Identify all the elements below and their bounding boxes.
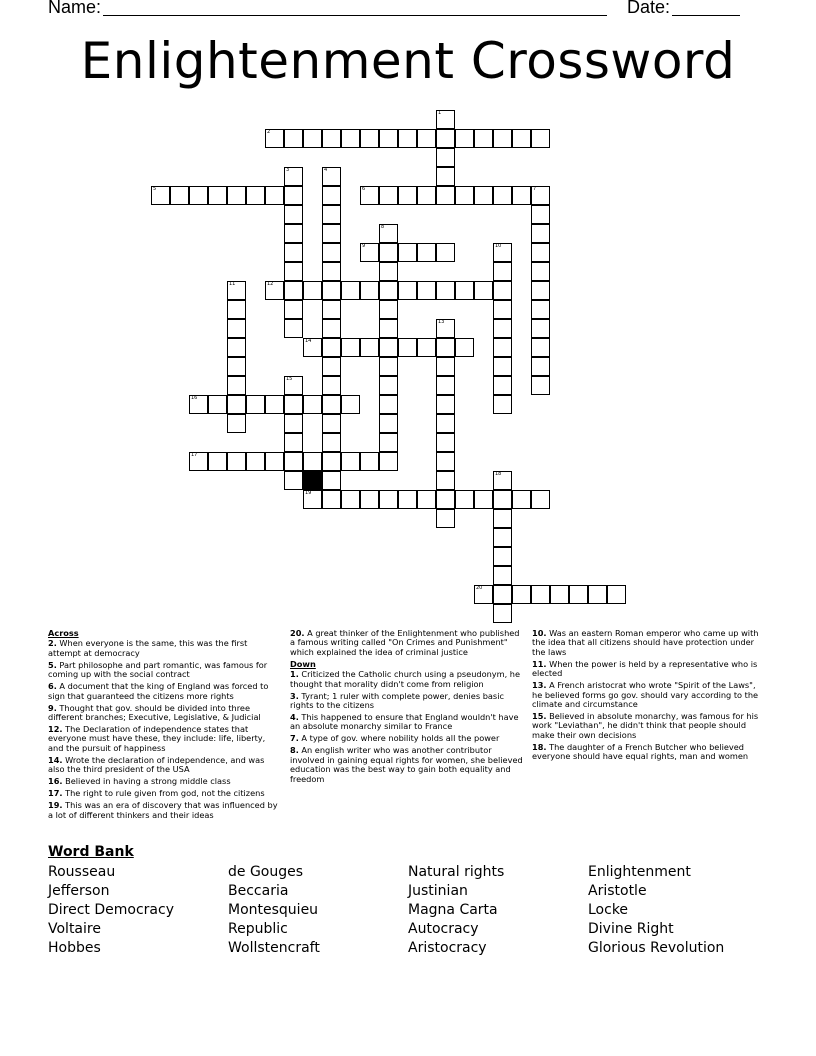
clue-text: An english writer who was another contributor involved in gaining equal rights for women, she believed education was the best way to gain both equality and freedom — [290, 745, 523, 784]
crossword-cell[interactable] — [493, 243, 512, 262]
clue-number: 1 — [438, 110, 442, 116]
crossword-cell[interactable] — [493, 395, 512, 414]
crossword-cell[interactable] — [455, 490, 474, 509]
crossword-cell[interactable] — [322, 452, 341, 471]
across-header: Across — [48, 628, 79, 638]
clue-text: When everyone is the same, this was the first attempt at democracy — [48, 638, 248, 658]
crossword-cell[interactable] — [284, 129, 303, 148]
crossword-cell[interactable] — [208, 452, 227, 471]
crossword-cell[interactable] — [227, 186, 246, 205]
crossword-cell[interactable] — [531, 300, 550, 319]
crossword-cell[interactable] — [322, 129, 341, 148]
crossword-cell[interactable] — [227, 300, 246, 319]
mixed-clues-column — [290, 629, 526, 787]
crossword-cell[interactable] — [436, 376, 455, 395]
clue-number: 16. — [48, 776, 63, 787]
page-title: Enlightenment Crossword — [80, 32, 736, 90]
crossword-cell[interactable] — [474, 129, 493, 148]
crossword-cell[interactable] — [322, 490, 341, 509]
crossword-cell[interactable] — [322, 205, 341, 224]
clue — [532, 743, 768, 762]
clue-text: Believed in absolute monarchy, was famous for his work "Leviathan", he didn't think that people should make their own decisions — [532, 711, 759, 740]
crossword-cell[interactable] — [189, 452, 208, 471]
crossword-cell[interactable] — [436, 357, 455, 376]
crossword-cell[interactable] — [531, 585, 550, 604]
clue — [290, 670, 526, 689]
crossword-cell[interactable] — [322, 319, 341, 338]
crossword-cell[interactable] — [436, 129, 455, 148]
clue-number: 3 — [286, 167, 290, 173]
crossword-cell[interactable] — [284, 395, 303, 414]
crossword-cell[interactable] — [227, 395, 246, 414]
crossword-cell[interactable] — [379, 338, 398, 357]
crossword-cell[interactable] — [493, 376, 512, 395]
crossword-cell[interactable] — [493, 604, 512, 623]
crossword-cell[interactable] — [265, 129, 284, 148]
crossword-cell[interactable] — [284, 300, 303, 319]
crossword-cell[interactable] — [284, 471, 303, 490]
clue-number: 1. — [290, 669, 299, 680]
crossword-cell[interactable] — [436, 243, 455, 262]
crossword-cell[interactable] — [398, 338, 417, 357]
word-bank-entry: Montesquieu — [228, 902, 319, 918]
word-bank-entry: Aristotle — [588, 883, 647, 899]
crossword-cell[interactable] — [398, 186, 417, 205]
crossword-cell[interactable] — [284, 205, 303, 224]
crossword-cell[interactable] — [493, 528, 512, 547]
down-header: Down — [290, 658, 316, 669]
crossword-cell[interactable] — [436, 167, 455, 186]
crossword-cell[interactable] — [531, 186, 550, 205]
clue-text: The right to rule given from god, not the citizens — [62, 788, 265, 799]
crossword-cell[interactable] — [474, 186, 493, 205]
clue-number: 10 — [495, 243, 502, 249]
crossword-cell[interactable] — [474, 585, 493, 604]
clue-text: This happened to ensure that England wouldn't have an absolute monarchy similar to France — [290, 712, 519, 732]
crossword-cell[interactable] — [208, 395, 227, 414]
crossword-cell[interactable] — [360, 129, 379, 148]
crossword-cell[interactable] — [588, 585, 607, 604]
crossword-cell[interactable] — [284, 281, 303, 300]
crossword-cell[interactable] — [379, 224, 398, 243]
crossword-cell[interactable] — [493, 509, 512, 528]
word-bank-column — [228, 863, 320, 958]
crossword-cell[interactable] — [322, 300, 341, 319]
crossword-cell[interactable] — [436, 509, 455, 528]
crossword-cell[interactable] — [436, 148, 455, 167]
clue — [48, 801, 278, 820]
crossword-cell[interactable] — [455, 281, 474, 300]
clue — [48, 725, 278, 753]
crossword-cell[interactable] — [455, 186, 474, 205]
clue — [532, 681, 768, 709]
crossword-cell[interactable] — [284, 243, 303, 262]
clue-number: 17. — [48, 788, 63, 799]
across-clues-column — [48, 629, 278, 823]
crossword-cell[interactable] — [417, 129, 436, 148]
crossword-cell[interactable] — [379, 452, 398, 471]
crossword-cell[interactable] — [455, 129, 474, 148]
crossword-cell[interactable] — [436, 319, 455, 338]
crossword-cell[interactable] — [607, 585, 626, 604]
clue-number: 2 — [267, 129, 271, 135]
crossword-cell[interactable] — [379, 262, 398, 281]
crossword-cell[interactable] — [360, 186, 379, 205]
crossword-cell[interactable] — [189, 186, 208, 205]
clue-text: Thought that gov. should be divided into three different branches; Executive, Legislative, & Judicial — [48, 702, 261, 723]
crossword-cell[interactable] — [379, 414, 398, 433]
word-bank-entry: Voltaire — [48, 921, 101, 937]
clue — [532, 712, 768, 740]
crossword-cell[interactable] — [493, 186, 512, 205]
word-bank-entry: Wollstencraft — [228, 940, 320, 956]
word-bank-entry: de Gouges — [228, 864, 304, 880]
black-square — [303, 471, 322, 490]
crossword-cell[interactable] — [493, 566, 512, 585]
clue-text: Part philosophe and part romantic, was famous for coming up with the social contract — [48, 659, 268, 680]
word-bank-entry: Jefferson — [48, 883, 110, 899]
crossword-cell[interactable] — [398, 243, 417, 262]
clue-number: 8. — [290, 745, 299, 756]
crossword-cell[interactable] — [341, 452, 360, 471]
crossword-cell[interactable] — [417, 281, 436, 300]
crossword-cell[interactable] — [303, 281, 322, 300]
clue — [290, 734, 526, 743]
crossword-cell[interactable] — [436, 395, 455, 414]
crossword-cell[interactable] — [493, 471, 512, 490]
crossword-cell[interactable] — [341, 129, 360, 148]
crossword-cell[interactable] — [322, 281, 341, 300]
crossword-cell[interactable] — [284, 433, 303, 452]
clue-number: 12. — [48, 724, 63, 735]
crossword-cell[interactable] — [398, 281, 417, 300]
clue — [290, 629, 526, 657]
clue-number: 3. — [290, 690, 299, 701]
crossword-cell[interactable] — [303, 452, 322, 471]
crossword-cell[interactable] — [379, 376, 398, 395]
word-bank-entry: Beccaria — [228, 883, 289, 899]
crossword-cell[interactable] — [455, 338, 474, 357]
word-bank-entry: Magna Carta — [408, 902, 498, 918]
crossword-cell[interactable] — [379, 433, 398, 452]
crossword-cell[interactable] — [303, 338, 322, 357]
clue-number: 13. — [532, 680, 547, 691]
clue-number: 9 — [362, 243, 366, 249]
crossword-cell[interactable] — [360, 243, 379, 262]
clue-number: 5 — [153, 186, 157, 192]
clue-number: 8 — [381, 224, 385, 230]
crossword-cell[interactable] — [436, 433, 455, 452]
crossword-cell[interactable] — [531, 281, 550, 300]
crossword-cell[interactable] — [531, 490, 550, 509]
crossword-cell[interactable] — [265, 281, 284, 300]
clue-number: 9. — [48, 702, 57, 713]
clue — [290, 692, 526, 711]
crossword-cell[interactable] — [493, 129, 512, 148]
crossword-cell[interactable] — [341, 281, 360, 300]
crossword-cell[interactable] — [379, 243, 398, 262]
crossword-cell[interactable] — [379, 357, 398, 376]
crossword-cell[interactable] — [246, 395, 265, 414]
clue — [48, 704, 278, 723]
crossword-cell[interactable] — [246, 452, 265, 471]
crossword-cell[interactable] — [417, 186, 436, 205]
crossword-cell[interactable] — [493, 262, 512, 281]
crossword-cell[interactable] — [360, 490, 379, 509]
crossword-cell[interactable] — [379, 395, 398, 414]
crossword-cell[interactable] — [227, 338, 246, 357]
clue — [48, 777, 278, 786]
crossword-cell[interactable] — [531, 357, 550, 376]
word-bank-title: Word Bank — [48, 844, 134, 860]
crossword-cell[interactable] — [227, 376, 246, 395]
crossword-cell[interactable] — [569, 585, 588, 604]
name-label: Name: — [48, 0, 102, 17]
crossword-cell[interactable] — [398, 129, 417, 148]
clue-number: 20. — [290, 628, 305, 638]
clue-number: 12 — [267, 281, 274, 287]
crossword-cell[interactable] — [284, 319, 303, 338]
crossword-cell[interactable] — [531, 129, 550, 148]
crossword-cell[interactable] — [322, 376, 341, 395]
crossword-cell[interactable] — [360, 338, 379, 357]
clue — [532, 660, 768, 679]
crossword-cell[interactable] — [322, 186, 341, 205]
crossword-cell[interactable] — [493, 585, 512, 604]
crossword-cell[interactable] — [360, 281, 379, 300]
clue — [48, 756, 278, 775]
crossword-cell[interactable] — [322, 338, 341, 357]
clue-number: 7 — [533, 186, 537, 192]
crossword-cell[interactable] — [531, 319, 550, 338]
clue-number: 2. — [48, 638, 57, 649]
crossword-cell[interactable] — [436, 490, 455, 509]
crossword-cell[interactable] — [417, 338, 436, 357]
down-clues-column — [532, 629, 768, 764]
clue-text: The Declaration of independence states that everyone must have these, they include: life, liberty, and the pursuit of happiness — [48, 724, 266, 753]
crossword-cell[interactable] — [322, 243, 341, 262]
crossword-cell[interactable] — [493, 281, 512, 300]
crossword-cell[interactable] — [322, 167, 341, 186]
clue-number: 18 — [495, 471, 502, 477]
clue — [290, 713, 526, 732]
clue-number: 16 — [191, 395, 198, 401]
crossword-cell[interactable] — [341, 490, 360, 509]
crossword-cell[interactable] — [322, 262, 341, 281]
clue-text: When the power is held by a representative who is elected — [532, 658, 758, 679]
crossword-cell[interactable] — [170, 186, 189, 205]
clue-number: 15 — [286, 376, 293, 382]
clue-number: 6. — [48, 681, 57, 692]
clue-number: 4. — [290, 712, 299, 723]
crossword-cell[interactable] — [322, 224, 341, 243]
word-bank-entry: Autocracy — [408, 921, 479, 937]
word-bank-entry: Direct Democracy — [48, 902, 174, 918]
crossword-cell[interactable] — [284, 414, 303, 433]
crossword-cell[interactable] — [303, 395, 322, 414]
word-bank-entry: Justinian — [408, 883, 468, 899]
crossword-cell[interactable] — [227, 357, 246, 376]
crossword-cell[interactable] — [379, 319, 398, 338]
clue-number: 19. — [48, 800, 63, 811]
clue — [48, 682, 278, 701]
crossword-cell[interactable] — [284, 224, 303, 243]
crossword-cell[interactable] — [531, 224, 550, 243]
crossword-cell[interactable] — [208, 186, 227, 205]
clue-number: 18. — [532, 741, 547, 752]
crossword-cell[interactable] — [322, 471, 341, 490]
clue-number: 17 — [191, 452, 198, 458]
crossword-cell[interactable] — [436, 452, 455, 471]
word-bank-entry: Hobbes — [48, 940, 101, 956]
crossword-cell[interactable] — [303, 490, 322, 509]
crossword-cell[interactable] — [512, 490, 531, 509]
clue-text: A great thinker of the Enlightenment who published a famous writing called "On Crimes and Punishment" which explained the idea of criminal justice — [290, 628, 520, 657]
clue-text: Wrote the declaration of independence, and was also the third president of the USA — [48, 754, 265, 775]
clue-number: 15. — [532, 711, 547, 722]
crossword-cell[interactable] — [265, 186, 284, 205]
clue — [532, 629, 768, 657]
crossword-cell[interactable] — [436, 186, 455, 205]
word-bank-entry: Divine Right — [588, 921, 674, 937]
clue-number: 4 — [324, 167, 328, 173]
clue-text: Tyrant; 1 ruler with complete power, denies basic rights to the citizens — [290, 690, 504, 711]
clue-number: 6 — [362, 186, 366, 192]
crossword-cell[interactable] — [512, 129, 531, 148]
crossword-cell[interactable] — [493, 490, 512, 509]
clue — [48, 661, 278, 680]
clue-number: 5. — [48, 659, 57, 670]
clue-number: 20 — [476, 585, 483, 591]
word-bank-column — [48, 863, 174, 958]
crossword-cell[interactable] — [379, 281, 398, 300]
crossword-cell[interactable] — [493, 547, 512, 566]
crossword-cell[interactable] — [436, 110, 455, 129]
crossword-cell[interactable] — [322, 414, 341, 433]
crossword-cell[interactable] — [436, 471, 455, 490]
crossword-cell[interactable] — [531, 338, 550, 357]
clue-number: 14. — [48, 754, 63, 765]
crossword-cell[interactable] — [284, 167, 303, 186]
crossword-cell[interactable] — [151, 186, 170, 205]
crossword-cell[interactable] — [531, 205, 550, 224]
crossword-cell[interactable] — [341, 338, 360, 357]
crossword-cell[interactable] — [379, 186, 398, 205]
date-label: Date: — [627, 0, 671, 17]
word-bank-entry: Rousseau — [48, 864, 116, 880]
crossword-cell[interactable] — [493, 357, 512, 376]
crossword-cell[interactable] — [550, 585, 569, 604]
crossword-cell[interactable] — [531, 376, 550, 395]
crossword-cell[interactable] — [322, 433, 341, 452]
clue-text: Was an eastern Roman emperor who came up with the idea that all citizens should have protection under the laws — [532, 628, 759, 657]
clue-text: Believed in having a strong middle class — [62, 776, 231, 787]
word-bank-entry: Republic — [228, 921, 288, 937]
crossword-cell[interactable] — [227, 452, 246, 471]
crossword-cell[interactable] — [227, 319, 246, 338]
crossword-cell[interactable] — [246, 186, 265, 205]
clue-number: 10. — [532, 628, 547, 638]
crossword-cell[interactable] — [189, 395, 208, 414]
crossword-cell[interactable] — [436, 414, 455, 433]
crossword-cell[interactable] — [265, 395, 284, 414]
clue-text: The daughter of a French Butcher who believed everyone should have equal rights, man and women — [532, 741, 749, 762]
crossword-cell[interactable] — [512, 585, 531, 604]
crossword-cell[interactable] — [493, 300, 512, 319]
crossword-cell[interactable] — [512, 186, 531, 205]
word-bank-column — [408, 863, 504, 958]
clue-text: Criticized the Catholic church using a pseudonym, he thought that morality didn't come from religion — [290, 669, 521, 689]
clue — [290, 746, 526, 784]
clue-text: A document that the king of England was forced to sign that guaranteed the citizens more rights — [48, 681, 269, 701]
word-bank-column — [588, 863, 724, 958]
clue — [48, 789, 278, 798]
clue-number: 13 — [438, 319, 445, 325]
crossword-cell[interactable] — [322, 395, 341, 414]
clue-text: A type of gov. where nobility holds all the power — [298, 733, 500, 744]
clue-text: A French aristocrat who wrote "Spirit of the Laws", he believed forms go gov. should vary according to the climate and circumstance — [532, 680, 759, 710]
crossword-cell[interactable] — [493, 338, 512, 357]
crossword-cell[interactable] — [341, 395, 360, 414]
crossword-cell[interactable] — [284, 452, 303, 471]
crossword-cell[interactable] — [474, 281, 493, 300]
clue — [48, 639, 278, 658]
clue-number: 11 — [229, 281, 236, 287]
crossword-cell[interactable] — [303, 129, 322, 148]
word-bank-entry: Glorious Revolution — [588, 940, 725, 956]
crossword-cell[interactable] — [322, 357, 341, 376]
clue-number: 11. — [532, 658, 547, 669]
word-bank-entry: Natural rights — [408, 864, 505, 880]
crossword-cell[interactable] — [474, 490, 493, 509]
crossword-cell[interactable] — [379, 129, 398, 148]
word-bank-entry: Locke — [588, 902, 629, 918]
crossword-cell[interactable] — [284, 186, 303, 205]
crossword-cell[interactable] — [284, 376, 303, 395]
crossword-cell[interactable] — [493, 319, 512, 338]
crossword-cell[interactable] — [227, 281, 246, 300]
crossword-cell[interactable] — [436, 338, 455, 357]
crossword-cell[interactable] — [417, 490, 436, 509]
crossword-cell[interactable] — [227, 414, 246, 433]
crossword-cell[interactable] — [379, 300, 398, 319]
crossword-cell[interactable] — [436, 281, 455, 300]
crossword-cell[interactable] — [284, 262, 303, 281]
crossword-cell[interactable] — [265, 452, 284, 471]
crossword-cell[interactable] — [531, 243, 550, 262]
crossword-cell[interactable] — [398, 490, 417, 509]
crossword-cell[interactable] — [360, 452, 379, 471]
word-bank-entry: Enlightenment — [588, 864, 691, 880]
crossword-cell[interactable] — [379, 490, 398, 509]
crossword-cell[interactable] — [531, 262, 550, 281]
clue-number: 14 — [305, 338, 312, 344]
clue-number: 7. — [290, 733, 299, 744]
word-bank-entry: Aristocracy — [408, 940, 487, 956]
clue-number: 19 — [305, 490, 312, 496]
crossword-cell[interactable] — [417, 243, 436, 262]
clue-text: This was an era of discovery that was influenced by a lot of different thinkers and their ideas — [48, 800, 278, 820]
